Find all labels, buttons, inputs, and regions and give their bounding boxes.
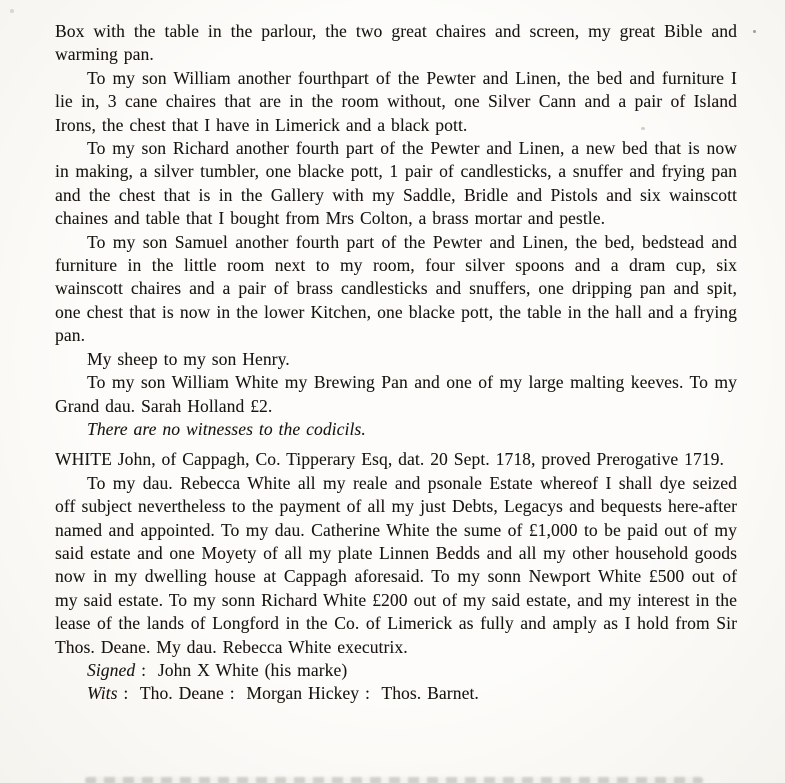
- witnesses-label: Wits: [87, 683, 118, 704]
- witnesses-text: : Tho. Deane : Morgan Hickey : Thos. Barnet.: [117, 683, 479, 704]
- cutoff-text-artifact: [85, 777, 703, 783]
- witnesses-line: [55, 682, 737, 705]
- paragraph-bequest-son-samuel: To my son Samuel another fourth part of the Pewter and Linen, the bed, bedstead and furniture in the little room next to my room, four silver spoons and a dram cup, six wainscott chaires and a pair of brass candlesticks and snuffers, one dripping pan and spit, one chest that is now in the lower Kitchen, one blacke pott, the table in the hall and a frying pan.: [55, 231, 737, 346]
- text-column: [55, 20, 737, 706]
- paragraph-bequest-son-richard: To my son Richard another fourth part of the Pewter and Linen, a new bed that is now in making, a silver tumbler, one blacke pott, 1 pair of candlesticks, a snuffer and frying pan and the chest that is in the Gallery with my Saddle, Bridle and Pistols and six wainscott chaines and table that I bought from Mrs Colton, a brass mortar and pestle.: [55, 138, 737, 229]
- signed-label: Signed: [87, 659, 136, 680]
- signed-text: : John X White (his marke): [135, 659, 348, 680]
- codicils-note: There are no witnesses to the codicils.: [87, 418, 366, 439]
- paragraph-bequest-son-henry: My sheep to my son Henry.: [87, 348, 290, 369]
- paragraph-bequest-william-white: To my son William White my Brewing Pan and one of my large malting keeves. To my Grand dau. Sarah Holland £2.: [55, 372, 737, 416]
- paragraph-entry-body: To my dau. Rebecca White all my reale and psonale Estate whereof I shall dye seized off subject nevertheless to the payment of all my just Debts, Legacys and bequests here-after named and appointed. To my dau. Catherine White the sume of £1,000 to be paid out of my said estate and one Moyety of all my plate Linnen Bedds and all my other household goods now in my dwelling house at Cappagh aforesaid. To my sonn Newport White £500 out of my said estate. To my sonn Richard White £200 out of my said estate, and my interest in the lease of the lands of Longford in the Co. of Limerick as fully and amply as I hold from Sir Thos. Deane. My dau. Rebecca White executrix.: [55, 472, 737, 657]
- paragraph-bequest-son-william: To my son William another fourthpart of the Pewter and Linen, the bed and furniture I lie in, 3 cane chaires that are in the room without, one Silver Cann and a pair of Island Irons, the chest that I have in Limerick and a black pott.: [55, 67, 737, 135]
- scan-speck: [10, 9, 14, 13]
- signed-line: [55, 659, 737, 682]
- entry-heading-white-john: WHITE John, of Cappagh, Co. Tipperary Esq, dat. 20 Sept. 1718, proved Prerogative 1719.: [55, 449, 724, 470]
- scan-speck: [641, 127, 645, 130]
- scan-speck: [753, 30, 756, 33]
- paragraph-will-continuation: Box with the table in the parlour, the two great chaires and screen, my great Bible and warming pan.: [55, 21, 737, 65]
